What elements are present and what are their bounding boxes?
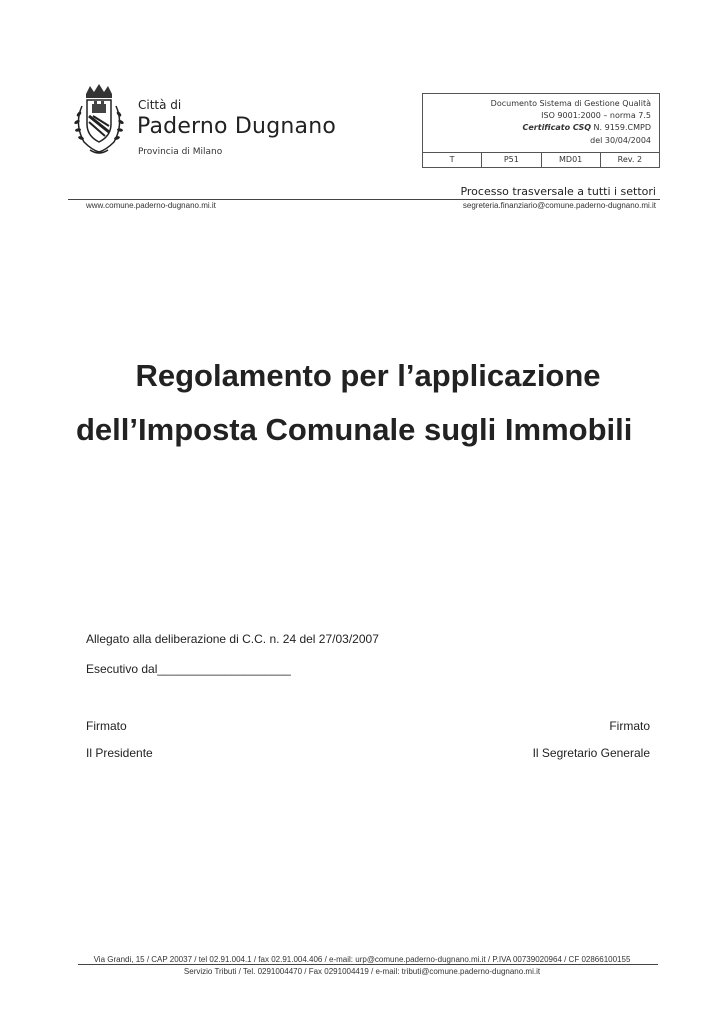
header-divider — [68, 199, 660, 200]
esecutivo-text: Esecutivo dal____________________ — [86, 662, 291, 676]
document-codes-row — [423, 152, 659, 167]
document-title-line-1: Regolamento per l’applicazione — [135, 358, 601, 393]
citta-label: Città di — [138, 98, 182, 112]
code-cell: T — [423, 153, 482, 167]
quality-line-4: del 30/04/2004 — [590, 136, 651, 145]
footer-contacts: Via Grandi, 15 / CAP 20037 / tel 02.91.004.1 / fax 02.91.004.406 / e-mail: urp@comune.paderno-dugnano.mi.it / P.IVA 00739020964 / CF 02866100155 — [93, 955, 631, 964]
code-cell: MD01 — [542, 153, 601, 167]
code-cell: P51 — [482, 153, 541, 167]
quality-certification-box — [422, 93, 660, 168]
firmato-right: Firmato — [609, 719, 650, 733]
website-link[interactable]: www.comune.paderno-dugnano.mi.it — [86, 201, 216, 210]
firmato-left: Firmato — [86, 719, 127, 733]
cert-label: Certificato CSQ — [522, 123, 591, 132]
quality-line-3 — [523, 123, 652, 132]
document-title-line-2: dell’Imposta Comunale sugli Immobili — [76, 412, 633, 447]
footer-tributi: Servizio Tributi / Tel. 0291004470 / Fax 0291004419 / e-mail: tributi@comune.paderno-dugnano.mi.it — [183, 967, 541, 976]
header-email-link[interactable]: segreteria.finanziario@comune.paderno-dugnano.mi.it — [462, 201, 656, 210]
comune-name: Paderno Dugnano — [137, 114, 336, 139]
processo-label: Processo trasversale a tutti i settori — [460, 185, 656, 198]
segretario-label: Il Segretario Generale — [532, 746, 650, 760]
quality-line-2: ISO 9001:2000 – norma 7.5 — [541, 111, 651, 120]
presidente-label: Il Presidente — [86, 746, 153, 760]
cert-number: N. 9159.CMPD — [591, 123, 651, 132]
footer-divider — [78, 964, 658, 965]
coat-of-arms-icon — [68, 80, 130, 160]
provincia-label: Provincia di Milano — [138, 147, 223, 157]
quality-line-1: Documento Sistema di Gestione Qualità — [490, 99, 651, 108]
code-cell: Rev. 2 — [617, 155, 643, 164]
allegato-text: Allegato alla deliberazione di C.C. n. 24 del 27/03/2007 — [86, 632, 379, 646]
